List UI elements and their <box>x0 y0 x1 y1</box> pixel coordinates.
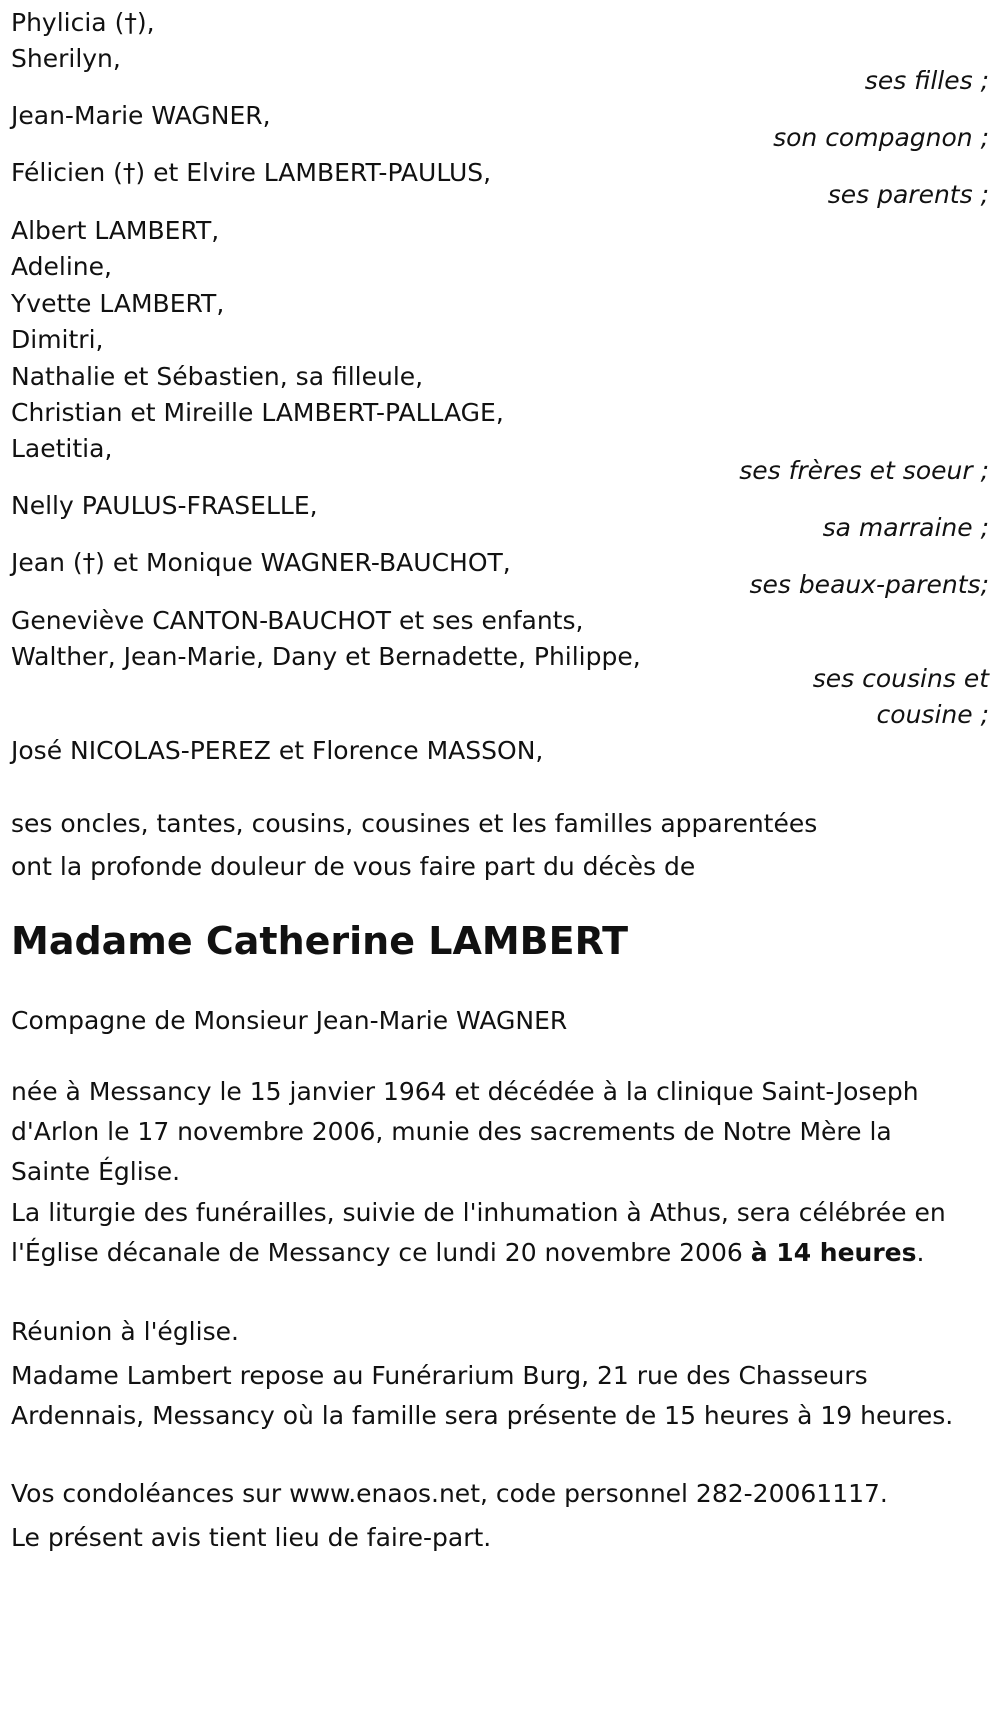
family-line: Christian et Mireille LAMBERT-PALLAGE, <box>11 398 504 427</box>
relation-label: ses cousins et <box>812 664 989 693</box>
funeral-text: La liturgie des funérailles, suivie de l'inhumation à Athus, sera célébrée en l'Église décanale de Messancy ce lundi 20 novembre 2006 <box>11 1198 946 1267</box>
family-line: Dimitri, <box>11 325 104 354</box>
family-line: Albert LAMBERT, <box>11 216 220 245</box>
relation-label: cousine ; <box>876 700 989 729</box>
family-line: José NICOLAS-PEREZ et Florence MASSON, <box>11 736 544 765</box>
family-line: Geneviève CANTON-BAUCHOT et ses enfants, <box>11 606 584 635</box>
reunion-paragraph: Réunion à l'église. <box>11 1317 239 1346</box>
family-line: Nathalie et Sébastien, sa filleule, <box>11 362 424 391</box>
relation-label: ses beaux-parents; <box>749 570 989 599</box>
family-line: Nelly PAULUS-FRASELLE, <box>11 491 318 520</box>
family-line: Yvette LAMBERT, <box>11 289 225 318</box>
companion-line: Compagne de Monsieur Jean-Marie WAGNER <box>11 1006 568 1035</box>
family-line: Félicien (†) et Elvire LAMBERT-PAULUS, <box>11 158 492 187</box>
repose-paragraph: Madame Lambert repose au Funérarium Burg, 21 rue des Chasseurs Ardennais, Messancy où la famille sera présente de 15 heures à 19 heures. <box>11 1361 954 1430</box>
family-line: Jean-Marie WAGNER, <box>11 101 271 130</box>
birth-death-paragraph: née à Messancy le 15 janvier 1964 et décédée à la clinique Saint-Joseph d'Arlon le 17 novembre 2006, munie des sacrements de Notre Mère la Sainte Église. <box>11 1077 919 1186</box>
intro-line: ses oncles, tantes, cousins, cousines et les familles apparentées <box>11 809 818 838</box>
family-line: Phylicia (†), <box>11 8 155 37</box>
condolences-paragraph: Vos condoléances sur www.enaos.net, code personnel 282-20061117. <box>11 1479 888 1508</box>
relation-label: ses parents ; <box>827 180 989 209</box>
funeral-paragraph <box>11 1193 971 1273</box>
family-line: Sherilyn, <box>11 44 121 73</box>
deceased-name: Madame Catherine LAMBERT <box>11 919 629 963</box>
relation-label: sa marraine ; <box>822 513 989 542</box>
funeral-time: à 14 heures <box>750 1238 917 1267</box>
relation-label: ses frères et soeur ; <box>739 456 989 485</box>
relation-label: ses filles ; <box>864 66 989 95</box>
family-line: Adeline, <box>11 252 112 281</box>
intro-line: ont la profonde douleur de vous faire part du décès de <box>11 852 696 881</box>
family-line: Jean (†) et Monique WAGNER-BAUCHOT, <box>11 548 511 577</box>
notice-paragraph: Le présent avis tient lieu de faire-part. <box>11 1523 492 1552</box>
family-line: Laetitia, <box>11 434 113 463</box>
relation-label: son compagnon ; <box>773 123 989 152</box>
family-line: Walther, Jean-Marie, Dany et Bernadette, Philippe, <box>11 642 641 671</box>
funeral-end: . <box>916 1238 925 1267</box>
